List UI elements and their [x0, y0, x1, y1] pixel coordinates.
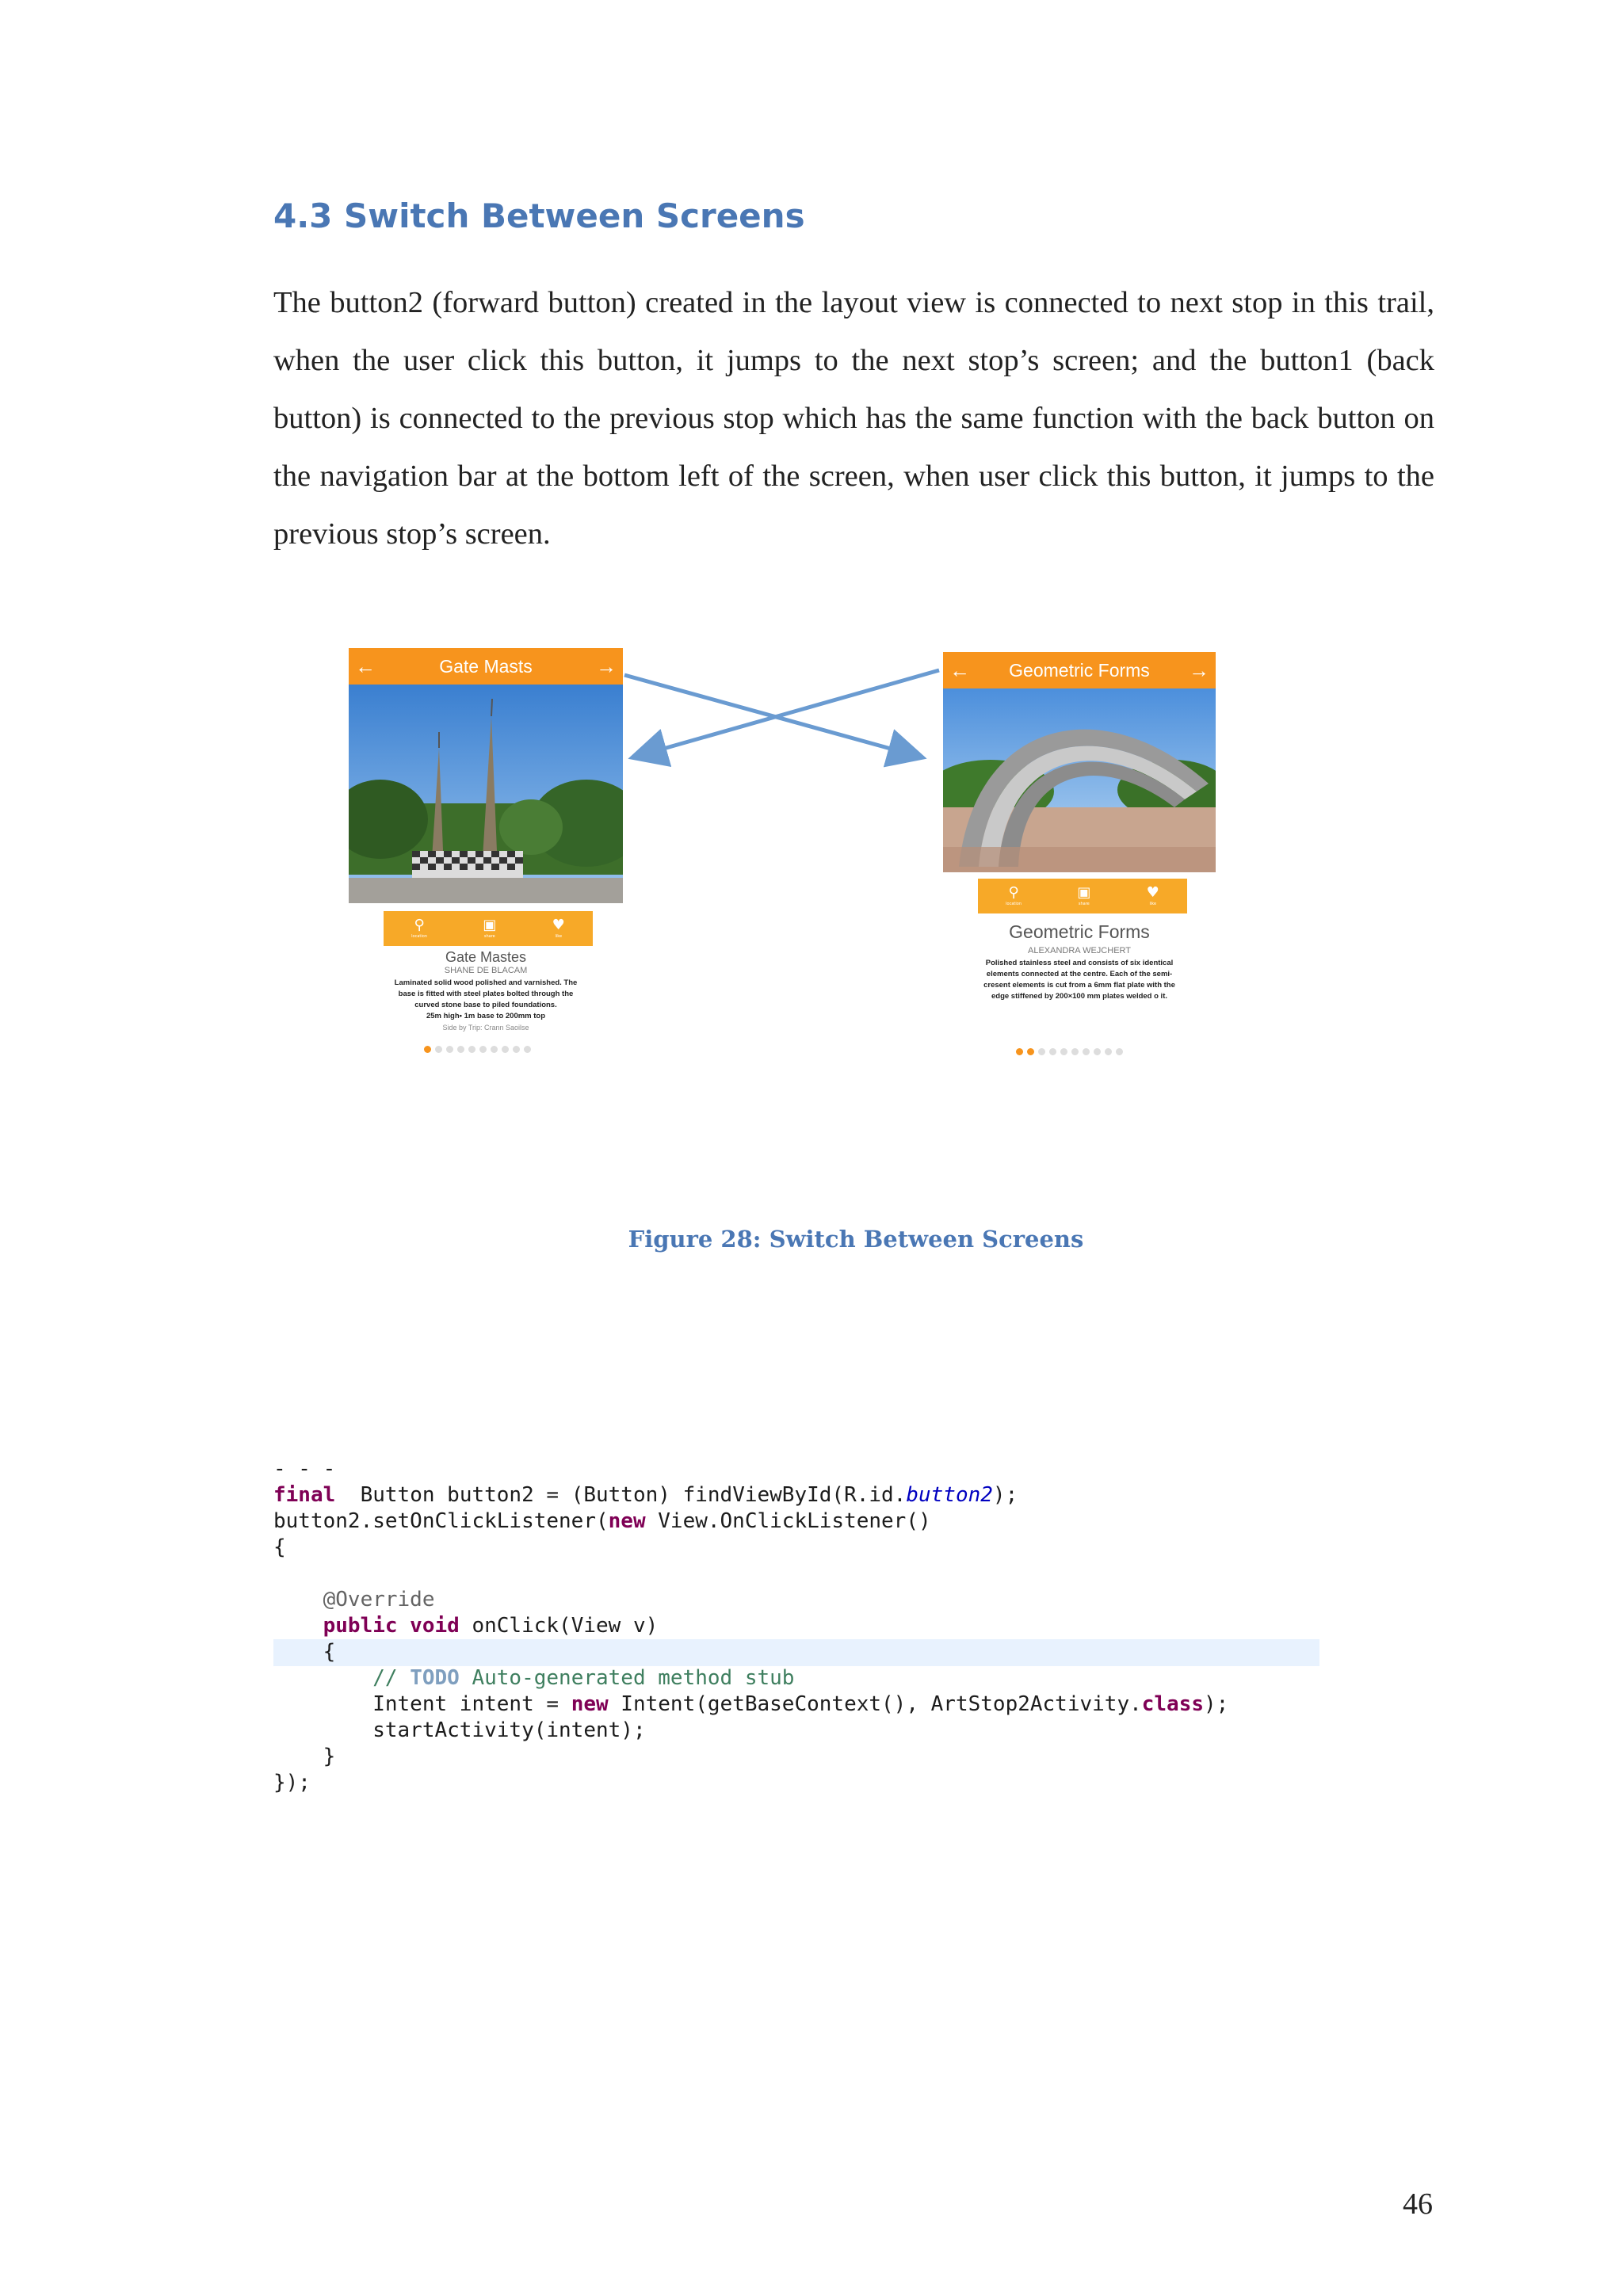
location-pin-icon[interactable]: ⚲ location [1006, 884, 1022, 906]
action-bar [384, 911, 593, 946]
page-number: 46 [1403, 2187, 1433, 2221]
page-indicator [424, 1046, 531, 1053]
page-dot[interactable] [1038, 1048, 1045, 1055]
page-dot[interactable] [435, 1046, 442, 1053]
page-dot[interactable] [479, 1046, 487, 1053]
code-line: final Button button2 = (Button) findViewById(R.id.button2); [273, 1483, 1018, 1507]
back-arrow [636, 670, 939, 757]
geometric-forms-photo [943, 688, 1216, 872]
page-dot[interactable] [1049, 1048, 1056, 1055]
page-dot[interactable] [446, 1046, 453, 1053]
page-dot[interactable] [1105, 1048, 1112, 1055]
code-line: button2.setOnClickListener(new View.OnClickListener() [273, 1509, 931, 1533]
code-line: { [273, 1535, 286, 1559]
page-dot[interactable] [424, 1046, 431, 1053]
page-dot[interactable] [502, 1046, 509, 1053]
page-dot[interactable] [1083, 1048, 1090, 1055]
app-bar [943, 652, 1216, 688]
stop-artist: ALEXANDRA WEJCHERT [1028, 946, 1131, 955]
arrow-left-icon[interactable]: ← [949, 658, 970, 682]
section-heading: 4.3 Switch Between Screens [273, 196, 805, 235]
page-dot[interactable] [1060, 1048, 1067, 1055]
page-dot[interactable] [468, 1046, 475, 1053]
action-bar [978, 879, 1187, 913]
screen-gate-masts [349, 648, 623, 1060]
code-line: startActivity(intent); [273, 1718, 646, 1742]
app-bar [349, 648, 623, 685]
app-bar-title: Geometric Forms [1009, 659, 1150, 681]
page-dot[interactable] [1016, 1048, 1023, 1055]
code-line: // TODO Auto-generated method stub [273, 1666, 795, 1690]
screen-geometric-forms [943, 652, 1216, 1064]
page-indicator [1016, 1048, 1123, 1055]
arrow-left-icon[interactable]: ← [355, 654, 376, 678]
page-dot[interactable] [457, 1046, 464, 1053]
page-dot[interactable] [491, 1046, 498, 1053]
code-line: - - - [273, 1457, 336, 1481]
figure-caption: Figure 28: Switch Between Screens [628, 1226, 1084, 1253]
page-dot[interactable] [1071, 1048, 1079, 1055]
page-dot[interactable] [1027, 1048, 1034, 1055]
section-paragraph: The button2 (forward button) created in the layout view is connected to next stop in this trail, when the user click this button, it jumps to the next stop’s screen; and the button1 (back button) is connected to the previous stop which has the same function with the back button on the navigation bar at the bottom left of the screen, when user click this button, it jumps to the previous stop’s screen. [273, 286, 1434, 551]
code-line: public void onClick(View v) [273, 1614, 659, 1638]
code-line: @Override [273, 1588, 435, 1611]
stop-credit: Side by Trip: Crann Saoilse [442, 1024, 529, 1032]
arrow-right-icon[interactable]: → [596, 654, 617, 678]
camera-icon[interactable]: ▣ share [483, 917, 497, 939]
code-line: Intent intent = new Intent(getBaseContext(), ArtStop2Activity.class); [273, 1692, 1229, 1716]
code-line: } [273, 1745, 336, 1768]
arrow-right-icon[interactable]: → [1189, 658, 1209, 682]
code-line: }); [273, 1771, 311, 1794]
location-pin-icon[interactable]: ⚲ location [411, 917, 427, 939]
stop-title: Geometric Forms [1009, 921, 1150, 942]
stop-artist: SHANE DE BLACAM [444, 966, 528, 975]
app-bar-title: Gate Masts [439, 655, 533, 677]
code-line: { [273, 1640, 336, 1664]
page-dot[interactable] [1116, 1048, 1123, 1055]
stop-description: Laminated solid wood polished and varnished. The base is fitted with steel plates bolted through the curved stone base to piled foundations. 25m high• 1m base to 200mm top [394, 978, 578, 1020]
heart-icon[interactable]: ♥ like [552, 917, 565, 939]
page-dot[interactable] [513, 1046, 520, 1053]
page-dot[interactable] [524, 1046, 531, 1053]
highlighted-line [273, 1639, 1319, 1666]
heart-icon[interactable]: ♥ like [1146, 884, 1159, 906]
camera-icon[interactable]: ▣ share [1077, 884, 1091, 906]
page-dot[interactable] [1094, 1048, 1101, 1055]
stop-title: Gate Mastes [445, 949, 527, 965]
stop-description: Polished stainless steel and consists of six identical elements connected at the centre. Each of the semi- cresent elements is cut from a 6mm flat plate with the edge stiffened by 200×100 mm plates welded o it. [983, 959, 1175, 1001]
forward-arrow [624, 675, 919, 757]
gate-masts-photo [349, 685, 623, 903]
